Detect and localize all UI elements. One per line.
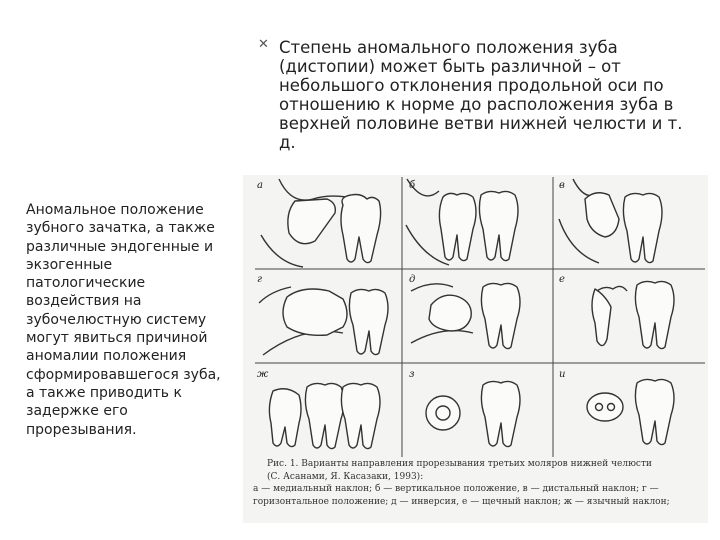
figure-caption [253,458,703,508]
tooth-drawing-i [587,379,674,444]
caption-line-4: горизонтальное положение; д — инверсия, е — щечный наклон; ж — язычный наклон; [253,496,670,507]
caption-line-3: а — медиальный наклон; б — вертикальное положение, в — дистальный наклон; г — [253,484,659,494]
tooth-drawing-v [559,179,662,263]
tooth-drawing-z [426,381,520,446]
bullet-paragraph: Степень аномального положения зуба (дистопии) может быть различной – от небольшого отклонения продольной оси по отношению к норме до расположения зуба в верхней половине ветви нижней челюсти и т. д. [279,38,683,152]
panel-letter-v: в [559,180,565,191]
panel-letter-e: е [559,274,565,285]
tooth-drawing-b [406,179,518,265]
bullet-marker-icon: ✕ [258,37,269,52]
panel-letter-i: и [559,369,566,380]
panel-letter-b: б [409,180,416,191]
tooth-drawing-e [592,281,674,348]
figure-illustration [243,175,708,465]
panel-letter-zh: ж [257,369,269,380]
left-paragraph: Аномальное положение зубного зачатка, а также различные эндогенные и экзогенные патологические воздействия на зубочелюстную систему могут явиться причиной аномалии положения сформировавшегося зуба, а также приводить к задержке его прорезывания. [26,202,221,438]
tooth-position-figure [243,175,708,523]
panel-letter-a: а [257,180,263,191]
tooth-drawing-a [261,179,381,267]
panel-letter-z: з [409,369,415,380]
tooth-drawing-zh [269,383,380,448]
tooth-drawing-g [259,287,388,355]
tooth-drawing-d [411,283,520,348]
panel-letter-g: г [257,274,263,285]
caption-line-2: (С. Асанами, Я. Касазаки, 1993): [267,471,424,482]
panel-letter-d: д [409,274,416,285]
caption-line-1: Рис. 1. Варианты направления прорезывания третьих моляров нижней челюсти [267,459,652,469]
